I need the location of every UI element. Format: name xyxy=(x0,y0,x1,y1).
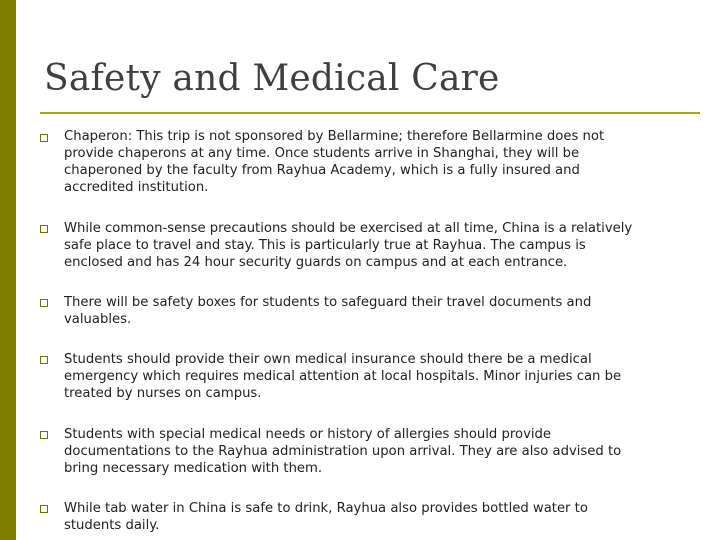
left-accent-bar xyxy=(0,0,16,540)
square-bullet-icon xyxy=(40,225,48,233)
square-bullet-icon xyxy=(40,299,48,307)
square-bullet-icon xyxy=(40,134,48,142)
bullet-text: Students should provide their own medical insurance should there be a medical emergency which requires medical attention at local hospitals. Minor injuries can be treated by nurses on campus. xyxy=(64,352,622,401)
bullet-text: While common-sense precautions should be exercised at all time, China is a relatively safe place to travel and stay. This is particularly true at Rayhua. The campus is enclosed and has 24 hour security guards on campus and at each entrance. xyxy=(64,221,633,270)
title-underline xyxy=(40,112,700,114)
slide-title: Safety and Medical Care xyxy=(44,58,500,99)
square-bullet-icon xyxy=(40,431,48,439)
square-bullet-icon xyxy=(40,505,48,513)
square-bullet-icon xyxy=(40,356,48,364)
bullet-text: While tab water in China is safe to drink, Rayhua also provides bottled water to students daily. xyxy=(64,501,588,533)
bullet-text: Students with special medical needs or history of allergies should provide documentations to the Rayhua administration upon arrival. They are also advised to bring necessary medication with them. xyxy=(64,427,622,476)
bullet-text: Chaperon: This trip is not sponsored by Bellarmine; therefore Bellarmine does not provide chaperons at any time. Once students arrive in Shanghai, they will be chaperoned by the faculty from Rayhua Academy, which is a fully insured and accredited institution. xyxy=(64,129,605,195)
bullet-text: There will be safety boxes for students to safeguard their travel documents and valuables. xyxy=(64,295,592,327)
